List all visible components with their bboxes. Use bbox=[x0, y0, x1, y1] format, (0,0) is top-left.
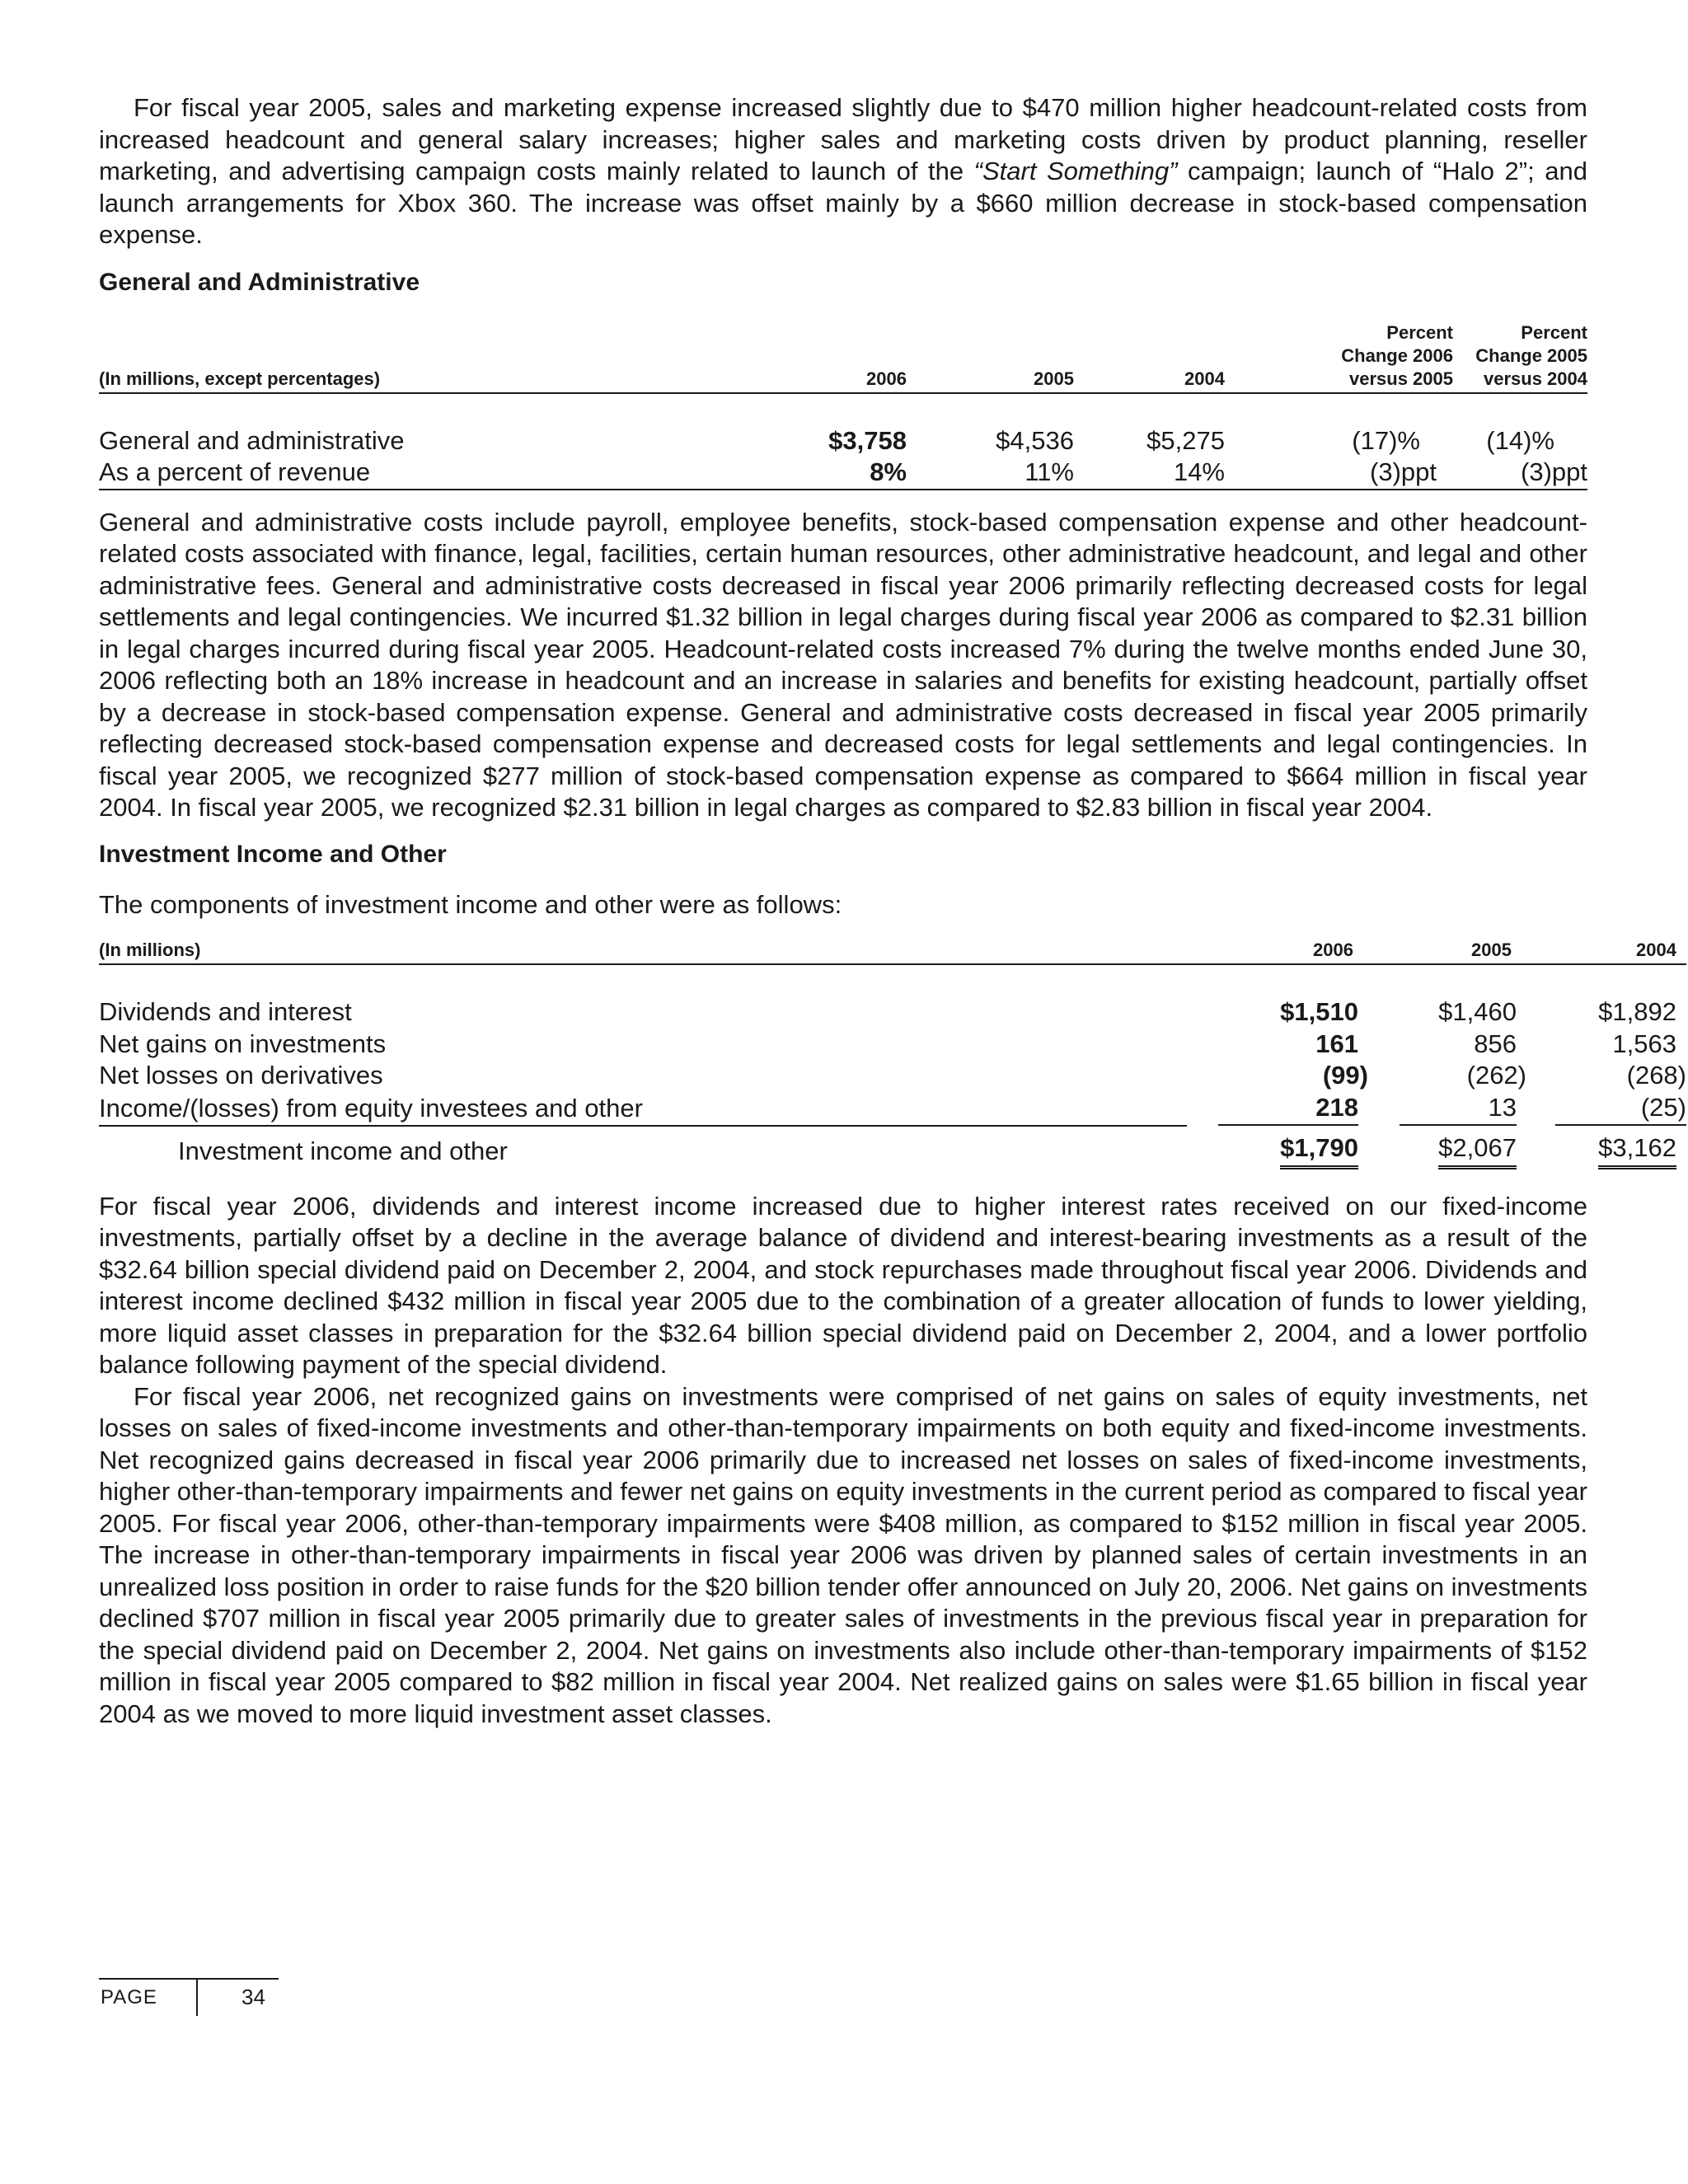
intro-text-start: For fiscal year 2005, sales and marketing expense increased slightly due to $470 million higher headcount-related costs from increased headcount and general salary increases; higher sales and marketing costs driven by product planning, reseller marketing, and advertising campaign costs mainly related to launch of the bbox=[99, 93, 1587, 185]
investment-paragraph-2: For fiscal year 2006, net recognized gains on investments were comprised of net gains on sales of equity investments, net losses on sales of fixed-income investments and other-than-temporary impairments on both equity and fixed-income investments. Net recognized gains decreased in fiscal year 2006 primarily due to increased net losses on sales of fixed-income investments, higher other-than-temporary impairments and fewer net gains on equity investments in the current period as compared to fiscal year 2005. For fiscal year 2006, other-than-temporary impairments were $408 million, as compared to $152 million in fiscal year 2005. The increase in other-than-temporary impairments in fiscal year 2006 was driven by planned sales of certain investments in an unrealized loss position in order to raise funds for the $20 billion tender offer announced on July 20, 2006. Net gains on investments declined $707 million in fiscal year 2005 primarily due to greater sales of investments in the previous fiscal year in preparation for the special dividend paid on December 2, 2004. Net gains on investments also include other-than-temporary impairments of $152 million in fiscal year 2005 compared to $82 million in fiscal year 2004. Net realized gains on sales were $1.65 billion in fiscal year 2004 as we moved to more liquid investment asset classes. bbox=[99, 1381, 1587, 1728]
page-number: 34 bbox=[241, 1985, 265, 2009]
cell-value: 13 bbox=[1400, 1092, 1517, 1127]
general-administrative-paragraph: General and administrative costs include payroll, employee benefits, stock-based compensation expense and other headcount-related costs associated with finance, legal, facilities, certain human resources, other administrative headcount, and legal and other administrative fees. General and administrative costs decreased in fiscal year 2006 primarily reflecting decreased costs for legal settlements and legal contingencies. We incurred $1.32 billion in legal charges during fiscal year 2006 as compared to $2.31 billion in legal charges incurred during fiscal year 2005. Headcount-related costs increased 7% during the twelve months ended June 30, 2006 reflecting both an 18% increase in headcount and an increase in salaries and benefits for existing headcount, partially offset by a decrease in stock-based compensation expense. General and administrative costs decreased in fiscal year 2005 primarily reflecting decreased stock-based compensation expense and decreased costs for legal settlements and legal contingencies. In fiscal year 2005, we recognized $277 million of stock-based compensation expense as compared to $664 million in fiscal year 2004. In fiscal year 2005, we recognized $2.31 billion in legal charges as compared to $2.83 billion in fiscal year 2004. bbox=[99, 507, 1587, 822]
column-header-2005: 2005 bbox=[1368, 939, 1526, 964]
header-line: Percent bbox=[1386, 321, 1453, 343]
cell-2006 bbox=[1187, 1126, 1368, 1169]
row-label: Income/(losses) from equity investees and other bbox=[99, 1092, 1187, 1127]
page-label: PAGE bbox=[101, 1986, 157, 2008]
cell-2004 bbox=[1526, 1126, 1686, 1169]
cell-2004: 14% bbox=[1074, 457, 1225, 490]
general-administrative-table bbox=[99, 321, 1587, 490]
intro-text-end: campaign; launch of “Halo 2”; and launch arrangements for Xbox 360. The increase was offset mainly by a $660 million decrease in stock-based compensation expense. bbox=[99, 157, 1587, 249]
investment-paragraph-1: For fiscal year 2006, dividends and interest income increased due to higher interest rates received on our fixed-income investments, partially offset by a decline in the average balance of dividend and interest-bearing investments as a result of the $32.64 billion special dividend paid on December 2, 2004, and stock repurchases made throughout fiscal year 2006. Dividends and interest income declined $432 million in fiscal year 2005 due to the combination of a greater allocation of funds to lower yielding, more liquid asset classes in preparation for the $32.64 billion special dividend paid on December 2, 2004, and a lower portfolio balance following payment of the special dividend. bbox=[99, 1191, 1587, 1379]
column-header-2005: 2005 bbox=[907, 321, 1074, 393]
cell-2004 bbox=[1526, 1092, 1686, 1127]
header-line: Change 2005 bbox=[1475, 344, 1587, 366]
cell-2006: 8% bbox=[742, 457, 907, 490]
cell-2005: 856 bbox=[1474, 1029, 1517, 1058]
cell-2005: $1,460 bbox=[1438, 997, 1517, 1026]
investment-income-table bbox=[99, 939, 1686, 1169]
column-header-2004: 2004 bbox=[1526, 939, 1686, 964]
column-header-percent-change-2006 bbox=[1225, 321, 1453, 393]
investment-lead-sentence: The components of investment income and other were as follows: bbox=[99, 889, 842, 919]
cell-value: 218 bbox=[1218, 1092, 1358, 1127]
cell-percent-change-2005: (14)% bbox=[1486, 425, 1554, 455]
row-label: Net gains on investments bbox=[99, 1029, 387, 1058]
cell-2006: (99) bbox=[1322, 1061, 1368, 1090]
table-total-row bbox=[99, 1126, 1686, 1169]
column-header-units: (In millions, except percentages) bbox=[99, 321, 742, 393]
cell-2006: $1,510 bbox=[1280, 997, 1358, 1026]
footer-divider bbox=[196, 1980, 198, 2016]
cell-2005 bbox=[1368, 1126, 1526, 1169]
header-line: Change 2006 bbox=[1341, 344, 1453, 366]
row-label: Dividends and interest bbox=[99, 997, 352, 1026]
table-row bbox=[99, 1060, 1686, 1092]
section-heading-investment-income: Investment Income and Other bbox=[99, 840, 447, 868]
cell-2006: 161 bbox=[1315, 1029, 1358, 1058]
column-header-2006: 2006 bbox=[742, 321, 907, 393]
column-header-units: (In millions) bbox=[99, 939, 1187, 964]
cell-2004: (268) bbox=[1626, 1061, 1686, 1090]
cell-2005: $4,536 bbox=[996, 425, 1074, 455]
table-row bbox=[99, 457, 1587, 490]
document-page bbox=[99, 92, 1686, 1730]
page-footer bbox=[99, 1978, 279, 2019]
cell-2004: $1,892 bbox=[1598, 997, 1676, 1026]
cell-2006: $3,758 bbox=[828, 425, 907, 455]
header-line: versus 2005 bbox=[1349, 368, 1453, 389]
intro-campaign-name: “Start Something” bbox=[973, 157, 1178, 185]
row-label: Net losses on derivatives bbox=[99, 1061, 383, 1090]
table-row bbox=[99, 425, 1587, 457]
table-row bbox=[99, 996, 1686, 1029]
table-header-row bbox=[99, 321, 1587, 393]
table-row bbox=[99, 1092, 1686, 1127]
cell-percent-change-2006: (17)% bbox=[1352, 425, 1420, 455]
row-label: Investment income and other bbox=[178, 1136, 508, 1165]
cell-2004: 1,563 bbox=[1612, 1029, 1676, 1058]
cell-percent-change-2005: (3)ppt bbox=[1453, 457, 1587, 490]
section-heading-general-administrative: General and Administrative bbox=[99, 268, 420, 296]
column-header-2006: 2006 bbox=[1187, 939, 1368, 964]
cell-2005 bbox=[1368, 1092, 1526, 1127]
cell-value: (25) bbox=[1555, 1092, 1686, 1127]
table-row bbox=[99, 1029, 1686, 1061]
table-header-row bbox=[99, 939, 1686, 964]
intro-paragraph bbox=[99, 92, 1587, 251]
cell-percent-change-2006: (3)ppt bbox=[1225, 457, 1453, 490]
header-line: Percent bbox=[1521, 321, 1587, 343]
row-label: As a percent of revenue bbox=[99, 457, 742, 490]
row-label: General and administrative bbox=[99, 425, 405, 455]
column-header-percent-change-2005 bbox=[1453, 321, 1587, 393]
cell-2006 bbox=[1187, 1092, 1368, 1127]
cell-2004: $5,275 bbox=[1146, 425, 1225, 455]
cell-value: $2,067 bbox=[1438, 1132, 1517, 1169]
cell-value: $1,790 bbox=[1280, 1132, 1358, 1169]
cell-2005: 11% bbox=[907, 457, 1074, 490]
header-line: versus 2004 bbox=[1484, 368, 1587, 389]
cell-value: $3,162 bbox=[1598, 1132, 1676, 1169]
column-header-2004: 2004 bbox=[1074, 321, 1225, 393]
cell-2005: (262) bbox=[1466, 1061, 1526, 1090]
